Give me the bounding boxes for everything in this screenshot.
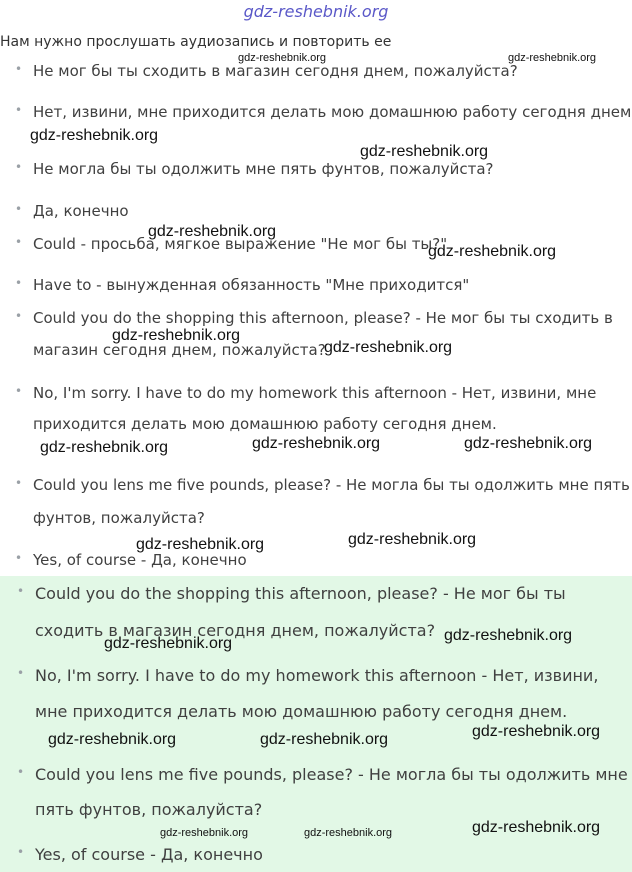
list-item-text: Could you do the shopping this afternoon, please? - Не мог бы ты сходить в	[33, 309, 613, 327]
watermark: gdz-reshebnik.org	[508, 52, 597, 64]
watermark: gdz-reshebnik.org	[160, 827, 249, 839]
list-item-text: фунтов, пожалуйста?	[33, 509, 205, 527]
bullet-icon: •	[15, 160, 23, 174]
list-item-text: Could you lens me five pounds, please? - Не могла бы ты одолжить мне	[35, 765, 628, 784]
list-item-text: пять фунтов, пожалуйста?	[35, 800, 263, 819]
watermark: gdz-reshebnik.org	[428, 243, 557, 260]
bullet-icon: •	[17, 765, 25, 779]
bullet-icon: •	[15, 384, 23, 398]
bullet-icon: •	[17, 666, 25, 680]
watermark: gdz-reshebnik.org	[252, 435, 381, 452]
bullet-icon: •	[15, 551, 23, 565]
list-item-text: Could you lens me five pounds, please? - Не могла бы ты одолжить мне пять	[33, 476, 630, 494]
watermark: gdz-reshebnik.org	[304, 827, 393, 839]
list-item-text: магазин сегодня днем, пожалуйста?	[33, 341, 326, 359]
bullet-icon: •	[15, 62, 23, 76]
list-item	[15, 62, 518, 80]
list-item-text: Have to - вынужденная обязанность "Мне приходится"	[33, 276, 470, 294]
bullet-icon: •	[17, 584, 25, 598]
list-item-text: Не могла бы ты одолжить мне пять фунтов, пожалуйста?	[33, 160, 494, 178]
list-item-text: No, I'm sorry. I have to do my homework this afternoon - Нет, извини, мне	[33, 384, 597, 402]
watermark: gdz-reshebnik.org	[260, 731, 389, 748]
watermark: gdz-reshebnik.org	[148, 223, 277, 240]
bullet-icon: •	[15, 309, 23, 323]
list-item-continuation	[35, 800, 262, 819]
watermark: gdz-reshebnik.org	[324, 339, 453, 356]
watermark: gdz-reshebnik.org	[444, 627, 573, 644]
list-item-text: Could - просьба, мягкое выражение "Не мог бы ты?"	[33, 235, 448, 253]
watermark: gdz-reshebnik.org	[112, 327, 241, 344]
list-item-text: мне приходится делать мою домашнюю работу сегодня днем.	[35, 702, 568, 721]
list-item	[15, 103, 632, 121]
watermark: gdz-reshebnik.org	[464, 435, 593, 452]
intro-text: Нам нужно прослушать аудиозапись и повторить ее	[0, 34, 392, 50]
list-item-text: Yes, of course - Да, конечно	[35, 845, 263, 864]
list-item	[15, 309, 613, 327]
list-item	[15, 476, 630, 494]
list-item-continuation	[33, 415, 497, 433]
watermark: gdz-reshebnik.org	[48, 731, 177, 748]
list-item-text: приходится делать мою домашнюю работу сегодня днем.	[33, 415, 497, 433]
list-item	[17, 584, 566, 603]
list-item	[15, 160, 494, 178]
bullet-icon: •	[15, 202, 23, 216]
bullet-icon: •	[17, 845, 25, 859]
list-item	[15, 384, 597, 402]
list-item-text: сходить в магазин сегодня днем, пожалуйста?	[35, 621, 436, 640]
watermark: gdz-reshebnik.org	[472, 723, 601, 740]
list-item	[17, 666, 599, 685]
bullet-icon: •	[15, 235, 23, 249]
watermark: gdz-reshebnik.org	[238, 52, 327, 64]
list-item	[17, 765, 628, 784]
watermark: gdz-reshebnik.org	[348, 531, 477, 548]
list-item-text: No, I'm sorry. I have to do my homework this afternoon - Нет, извини,	[35, 666, 599, 685]
list-item-text: Да, конечно	[33, 202, 129, 220]
site-header[interactable]: gdz-reshebnik.org	[243, 2, 389, 21]
list-item-continuation	[35, 621, 435, 640]
watermark: gdz-reshebnik.org	[30, 127, 159, 144]
watermark: gdz-reshebnik.org	[40, 439, 169, 456]
bullet-icon: •	[15, 103, 23, 117]
list-item-text: Не мог бы ты сходить в магазин сегодня днем, пожалуйста?	[33, 62, 518, 80]
watermark: gdz-reshebnik.org	[104, 635, 233, 652]
watermark: gdz-reshebnik.org	[136, 536, 265, 553]
watermark: gdz-reshebnik.org	[472, 819, 601, 836]
list-item-text: Нет, извини, мне приходится делать мою домашнюю работу сегодня днем	[33, 103, 632, 121]
list-item	[15, 276, 470, 294]
list-item	[15, 202, 129, 220]
list-item-continuation	[33, 509, 205, 527]
watermark: gdz-reshebnik.org	[360, 143, 489, 160]
list-item	[17, 845, 263, 864]
list-item-text: Yes, of course - Да, конечно	[33, 551, 247, 569]
bullet-icon: •	[15, 276, 23, 290]
bullet-icon: •	[15, 476, 23, 490]
list-item-text: Could you do the shopping this afternoon, please? - Не мог бы ты	[35, 584, 566, 603]
list-item-continuation	[35, 702, 567, 721]
